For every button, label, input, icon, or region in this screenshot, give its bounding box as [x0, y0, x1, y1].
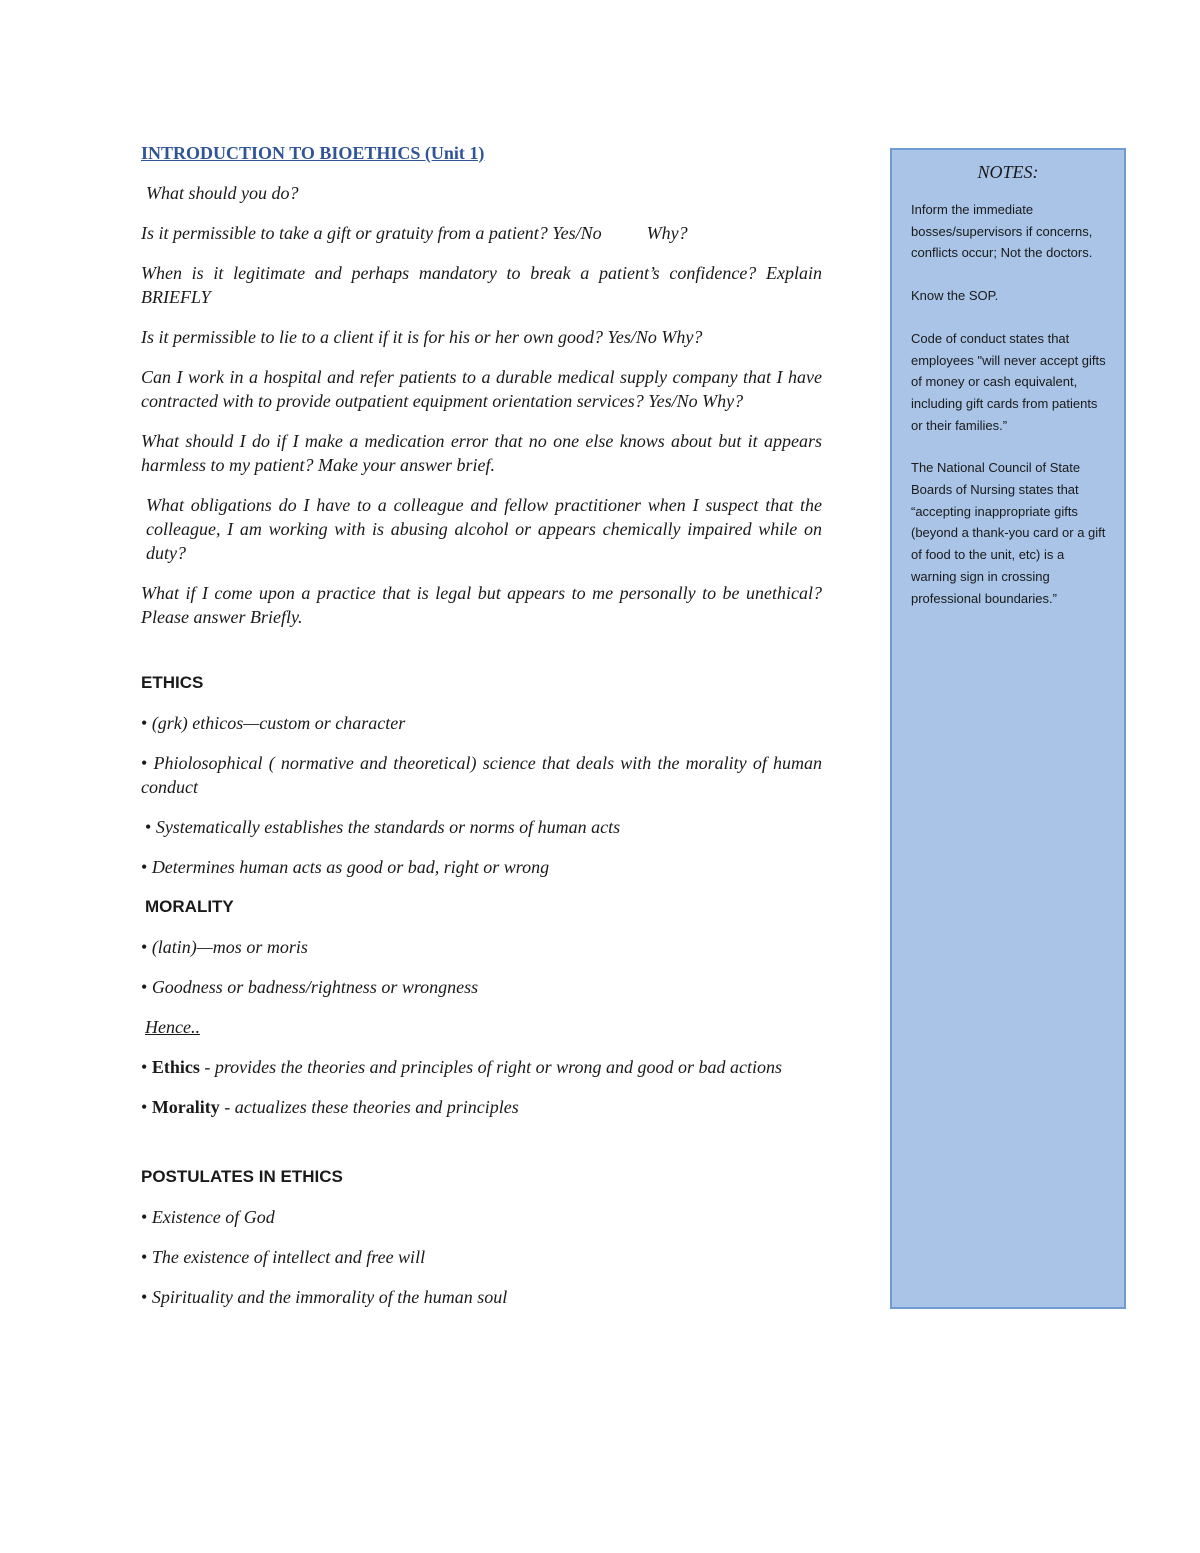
- question-2: Is it permissible to take a gift or gratuity from a patient? Yes/No Why?: [141, 223, 688, 243]
- postulates-bullet: [141, 1205, 822, 1229]
- main-content: [141, 141, 822, 1325]
- postulates-heading: POSTULATES IN ETHICS: [141, 1167, 343, 1186]
- question-6: What should I do if I make a medication error that no one else knows about but it appears harmless to my patient? Make your answer brief.: [141, 431, 822, 475]
- postulates-bullet-text: Existence of God: [151, 1207, 275, 1227]
- ethics-bullet: [141, 711, 822, 735]
- postulates-bullet-text: The existence of intellect and free will: [151, 1247, 426, 1267]
- bullet-glyph: •: [145, 817, 152, 837]
- hence-morality-bullet: [141, 1095, 822, 1119]
- bullet-glyph: •: [141, 977, 148, 997]
- note-paragraph: Know the SOP.: [911, 288, 999, 304]
- page-title: INTRODUCTION TO BIOETHICS (Unit 1): [141, 143, 485, 163]
- hence-ethics-bullet: [141, 1055, 822, 1079]
- morality-bullet: [141, 975, 822, 999]
- hence-morality-def: - actualizes these theories and principles: [219, 1097, 519, 1117]
- hence-ethics-term: Ethics: [151, 1057, 200, 1077]
- bullet-glyph: •: [141, 713, 148, 733]
- postulates-bullet: [141, 1285, 822, 1309]
- ethics-bullet-text: Systematically establishes the standards or norms of human acts: [155, 817, 621, 837]
- notes-title: NOTES:: [977, 162, 1039, 182]
- note-paragraph: Code of conduct states that employees "will never accept gifts of money or cash equivalent, including gift cards from patients or their families.”: [911, 330, 1106, 433]
- hence-morality-term: Morality: [151, 1097, 220, 1117]
- morality-bullet: [141, 935, 822, 959]
- question-7: What obligations do I have to a colleague and fellow practitioner when I suspect that the colleague, I am working with is abusing alcohol or appears chemically impaired while on duty?: [146, 495, 822, 563]
- bullet-glyph: •: [141, 753, 148, 773]
- question-1: What should you do?: [146, 183, 299, 203]
- ethics-bullet-text: (grk) ethicos—custom or character: [151, 713, 406, 733]
- hence-ethics-def: - provides the theories and principles of right or wrong and good or bad actions: [199, 1057, 782, 1077]
- ethics-bullet-text: Phiolosophical ( normative and theoretical) science that deals with the morality of human conduct: [141, 753, 823, 797]
- bullet-glyph: •: [141, 1247, 148, 1267]
- bullet-glyph: •: [141, 1207, 148, 1227]
- morality-bullet-text: (latin)—mos or moris: [151, 937, 308, 957]
- bullet-glyph: •: [141, 1097, 148, 1117]
- question-4: Is it permissible to lie to a client if it is for his or her own good? Yes/No Why?: [141, 327, 703, 347]
- ethics-bullet: [141, 855, 822, 879]
- ethics-bullet: [141, 751, 822, 799]
- notes-sidebar: [890, 148, 1126, 1309]
- bullet-glyph: •: [141, 1057, 148, 1077]
- hence-label: Hence..: [145, 1017, 200, 1037]
- bullet-glyph: •: [141, 1287, 148, 1307]
- question-3: When is it legitimate and perhaps mandatory to break a patient’s confidence? Explain BRIEFLY: [141, 263, 822, 307]
- ethics-bullet: [141, 815, 822, 839]
- postulates-bullet-text: Spirituality and the immorality of the human soul: [151, 1287, 508, 1307]
- morality-heading: MORALITY: [145, 897, 234, 916]
- notes-body: [892, 199, 1124, 609]
- bullet-glyph: •: [141, 857, 148, 877]
- note-paragraph: The National Council of State Boards of Nursing states that “accepting inappropriate gifts (beyond a thank-you card or a gift of food to the unit, etc) is a warning sign in crossing professional boundaries.”: [911, 460, 1106, 606]
- question-5: Can I work in a hospital and refer patients to a durable medical supply company that I have contracted with to provide outpatient equipment orientation services? Yes/No Why?: [141, 367, 822, 411]
- question-8: What if I come upon a practice that is legal but appears to me personally to be unethical? Please answer Briefly.: [141, 583, 822, 627]
- ethics-heading: ETHICS: [141, 673, 204, 692]
- ethics-bullet-text: Determines human acts as good or bad, right or wrong: [151, 857, 550, 877]
- bullet-glyph: •: [141, 937, 148, 957]
- postulates-bullet: [141, 1245, 822, 1269]
- note-paragraph: Inform the immediate bosses/supervisors if concerns, conflicts occur; Not the doctors.: [911, 202, 1093, 261]
- morality-bullet-text: Goodness or badness/rightness or wrongness: [151, 977, 479, 997]
